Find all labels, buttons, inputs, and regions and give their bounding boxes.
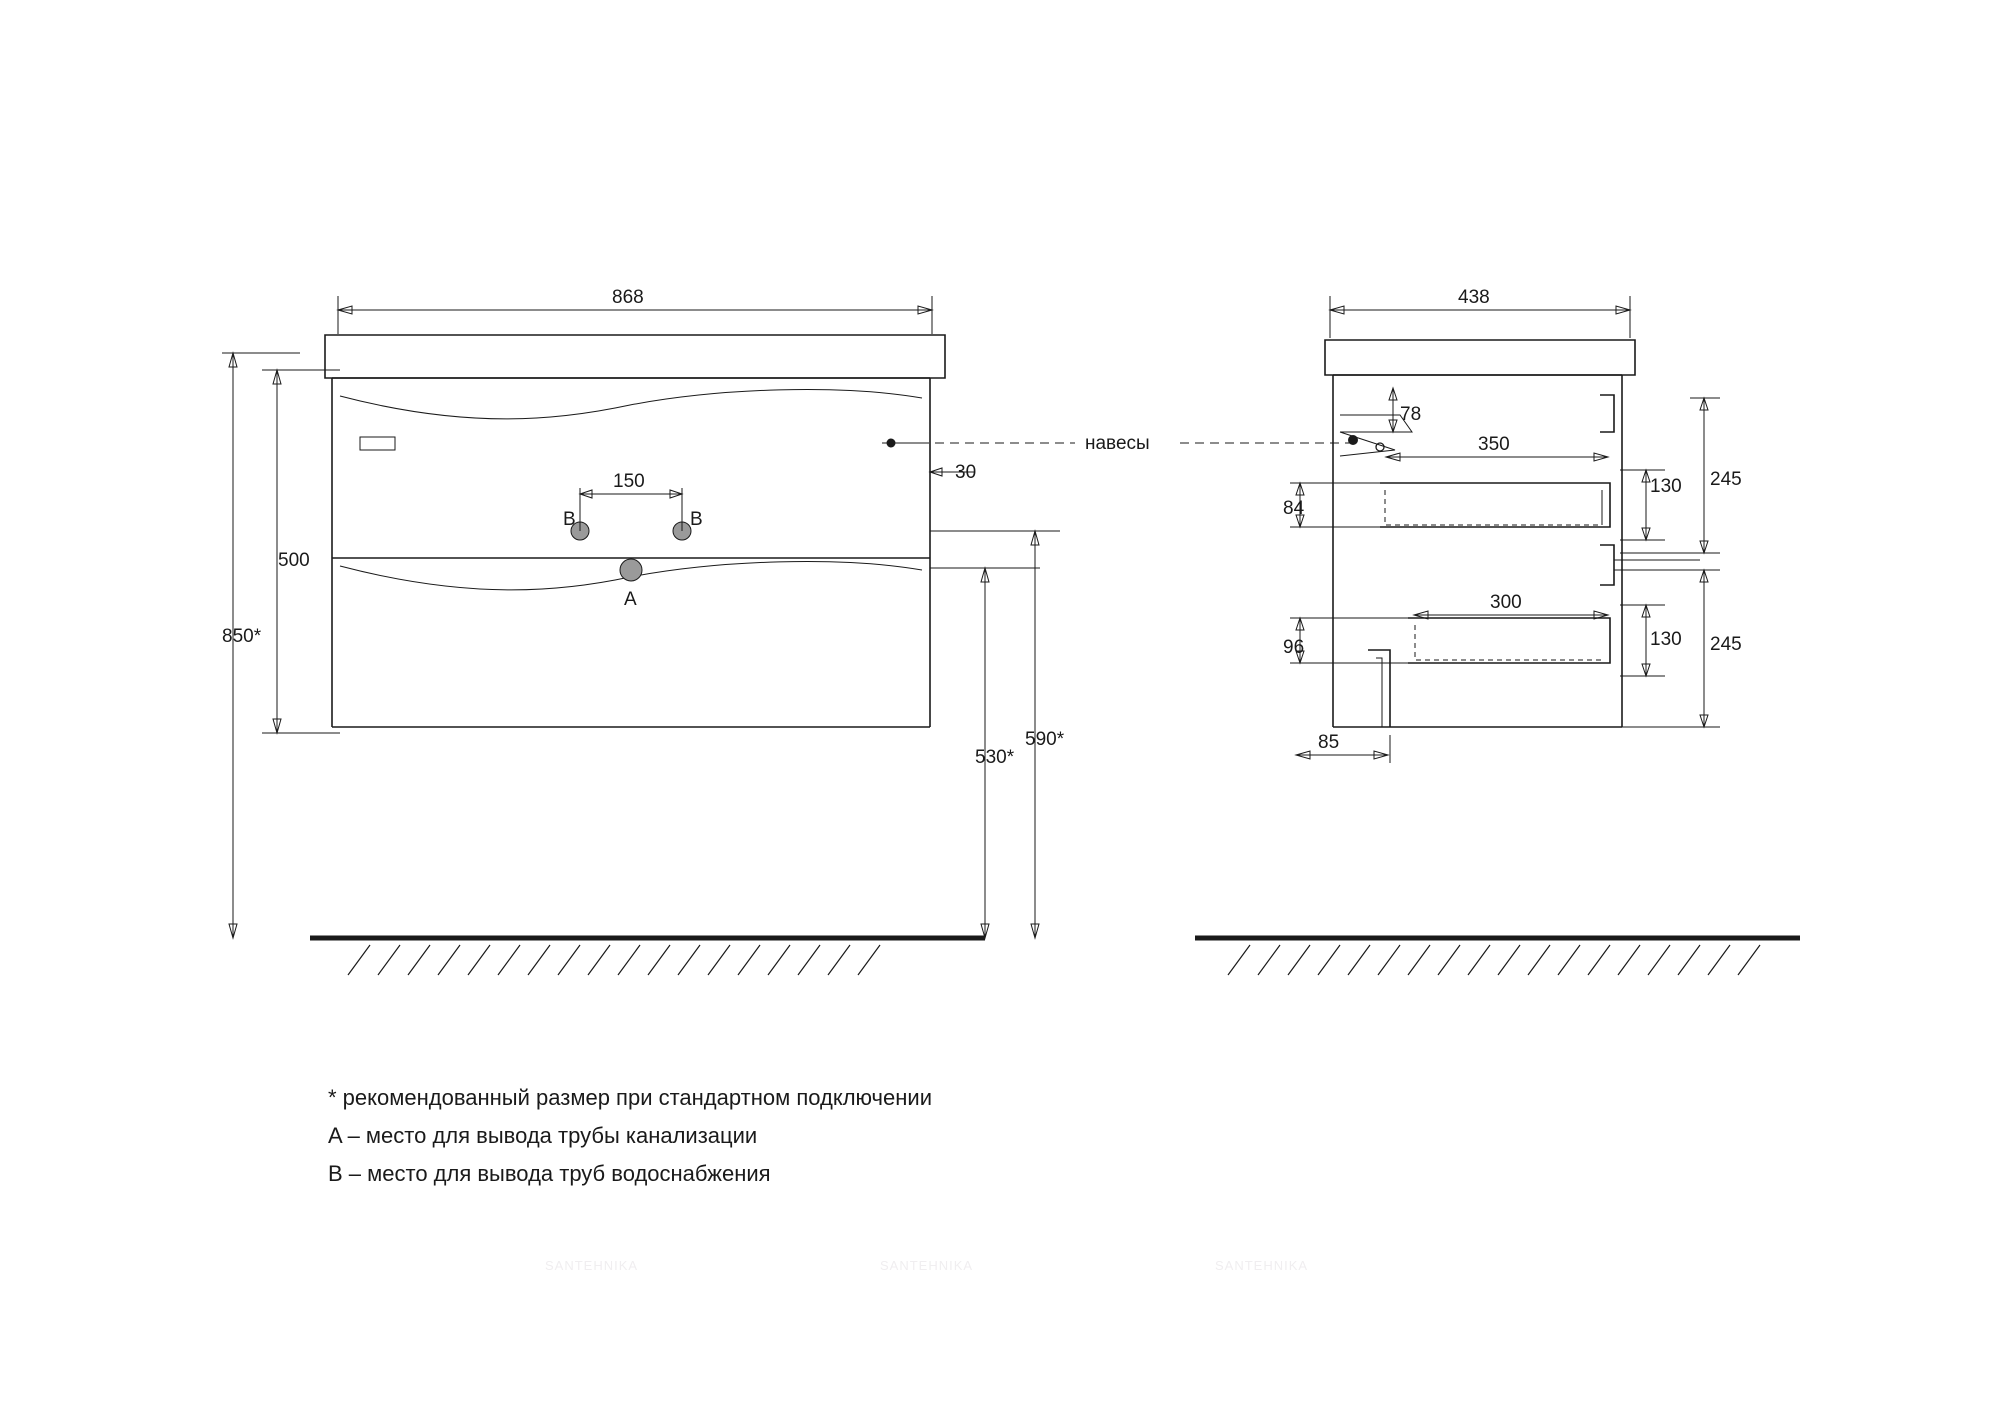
watermark-1: SANTEHNIKA	[545, 1258, 639, 1273]
side-dim-245-lower: 245	[1710, 634, 1742, 655]
side-dim-85: 85	[1318, 732, 1340, 753]
legend-line-1: * рекомендованный размер при стандартном подключении	[328, 1085, 932, 1110]
front-label-b-right: B	[690, 509, 703, 530]
front-dim-500: 500	[278, 550, 310, 571]
front-view	[222, 287, 1065, 975]
side-upper-drawer	[1380, 483, 1610, 527]
front-label-b-left: B	[563, 509, 576, 530]
front-floor-hatching	[348, 945, 880, 975]
front-dim-530: 530*	[975, 747, 1015, 768]
front-dim-590: 590*	[1025, 729, 1065, 750]
side-dim-130-upper: 130	[1650, 476, 1682, 497]
side-view	[1195, 287, 1800, 975]
front-dim-850: 850*	[222, 626, 262, 647]
side-top-handle	[1600, 395, 1614, 432]
front-label-a: A	[624, 589, 637, 610]
watermark-2: SANTEHNIKA	[880, 1258, 974, 1273]
front-upper-wave	[340, 390, 922, 419]
legend-line-3: B – место для вывода труб водоснабжения	[328, 1161, 771, 1186]
side-dim-96: 96	[1283, 637, 1305, 658]
hangers-label: навесы	[1085, 433, 1150, 454]
side-dim-350: 350	[1478, 434, 1510, 455]
front-countertop	[325, 335, 945, 378]
side-dim-245-upper: 245	[1710, 469, 1742, 490]
side-middle-handle	[1600, 545, 1614, 585]
side-lower-drawer	[1408, 618, 1610, 663]
watermarks	[545, 1258, 1308, 1273]
front-dim-868: 868	[612, 287, 644, 308]
side-dim-300: 300	[1490, 592, 1522, 613]
front-hanger-dot	[887, 439, 896, 448]
side-upper-drawer-inner	[1385, 490, 1602, 525]
legend-line-2: A – место для вывода трубы канализации	[328, 1123, 758, 1148]
front-drain-marker	[620, 559, 642, 581]
side-hanger-detail	[1340, 432, 1395, 456]
side-floor-hatching	[1228, 945, 1760, 975]
side-dim-438: 438	[1458, 287, 1490, 308]
legend	[328, 1085, 932, 1186]
front-dim-30: 30	[955, 462, 977, 483]
side-dim-130-lower: 130	[1650, 629, 1682, 650]
watermark-3: SANTEHNIKA	[1215, 1258, 1309, 1273]
side-lower-drawer-inner	[1415, 625, 1602, 660]
side-base-plinth	[1368, 650, 1390, 727]
side-dim-84: 84	[1283, 498, 1305, 519]
side-dim-78: 78	[1400, 404, 1422, 425]
front-dim-150: 150	[613, 471, 645, 492]
side-base-plinth-inner	[1376, 658, 1382, 727]
front-handle-left	[360, 437, 395, 450]
side-countertop	[1325, 340, 1635, 375]
hangers-callout	[905, 433, 1350, 454]
